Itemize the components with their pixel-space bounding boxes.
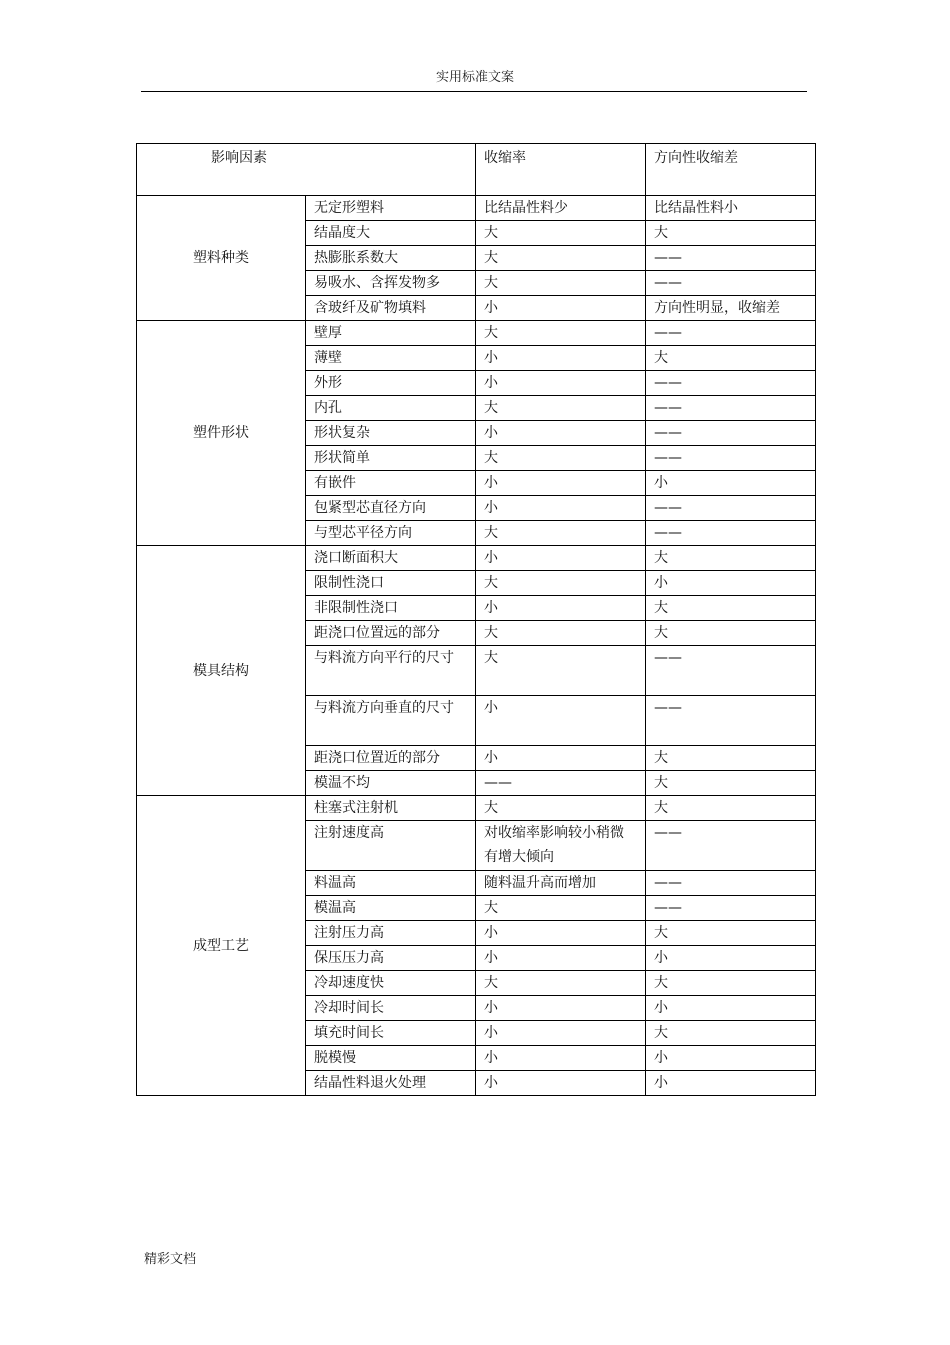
factor-cell: 与料流方向平行的尺寸 xyxy=(306,646,476,696)
factor-cell: 外形 xyxy=(306,371,476,396)
factor-cell: 冷却速度快 xyxy=(306,971,476,996)
header-cell-shrinkage: 收缩率 xyxy=(476,144,646,196)
direction-diff-cell: 方向性明显，收缩差 xyxy=(646,296,816,321)
table-header-row xyxy=(137,144,816,196)
direction-diff-cell: —— xyxy=(646,271,816,296)
shrinkage-cell: 小 xyxy=(476,346,646,371)
direction-diff-cell: —— xyxy=(646,646,816,696)
table-row xyxy=(137,196,816,221)
factor-cell: 热膨胀系数大 xyxy=(306,246,476,271)
factor-cell: 结晶性料退火处理 xyxy=(306,1071,476,1096)
direction-diff-cell: 小 xyxy=(646,471,816,496)
direction-diff-cell: 大 xyxy=(646,1021,816,1046)
factor-cell: 注射压力高 xyxy=(306,921,476,946)
direction-diff-cell: 小 xyxy=(646,946,816,971)
shrinkage-cell: 随料温升高而增加 xyxy=(476,871,646,896)
shrinkage-cell: 小 xyxy=(476,996,646,1021)
factor-cell: 形状复杂 xyxy=(306,421,476,446)
factor-cell: 含玻纤及矿物填料 xyxy=(306,296,476,321)
factor-cell: 料温高 xyxy=(306,871,476,896)
factor-cell: 非限制性浇口 xyxy=(306,596,476,621)
header-divider xyxy=(141,91,807,92)
shrinkage-cell: 大 xyxy=(476,521,646,546)
factor-cell: 与料流方向垂直的尺寸 xyxy=(306,696,476,746)
factor-cell: 模温不均 xyxy=(306,771,476,796)
factor-cell: 形状简单 xyxy=(306,446,476,471)
direction-diff-cell: —— xyxy=(646,246,816,271)
direction-diff-cell: 大 xyxy=(646,746,816,771)
direction-diff-cell: —— xyxy=(646,421,816,446)
shrinkage-cell: 大 xyxy=(476,271,646,296)
direction-diff-cell: 小 xyxy=(646,996,816,1021)
direction-diff-cell: 大 xyxy=(646,546,816,571)
factor-cell: 冷却时间长 xyxy=(306,996,476,1021)
shrinkage-cell: 对收缩率影响较小稍微有增大倾向 xyxy=(476,821,646,871)
direction-diff-cell: 大 xyxy=(646,346,816,371)
factor-cell: 薄壁 xyxy=(306,346,476,371)
factor-cell: 柱塞式注射机 xyxy=(306,796,476,821)
shrinkage-cell: 小 xyxy=(476,296,646,321)
direction-diff-cell: —— xyxy=(646,371,816,396)
direction-diff-cell: 大 xyxy=(646,771,816,796)
category-cell: 成型工艺 xyxy=(137,796,306,1096)
category-cell: 塑件形状 xyxy=(137,321,306,546)
shrinkage-cell: 小 xyxy=(476,946,646,971)
shrinkage-cell: —— xyxy=(476,771,646,796)
direction-diff-cell: —— xyxy=(646,496,816,521)
factor-cell: 易吸水、含挥发物多 xyxy=(306,271,476,296)
direction-diff-cell: 大 xyxy=(646,621,816,646)
shrinkage-cell: 小 xyxy=(476,421,646,446)
shrinkage-cell: 小 xyxy=(476,921,646,946)
table-row xyxy=(137,546,816,571)
table-row xyxy=(137,796,816,821)
shrinkage-cell: 大 xyxy=(476,571,646,596)
factor-cell: 无定形塑料 xyxy=(306,196,476,221)
shrinkage-cell: 大 xyxy=(476,246,646,271)
shrinkage-cell: 大 xyxy=(476,796,646,821)
shrinkage-cell: 小 xyxy=(476,746,646,771)
shrinkage-factors-table xyxy=(136,143,816,1096)
shrinkage-cell: 比结晶性料少 xyxy=(476,196,646,221)
category-cell: 模具结构 xyxy=(137,546,306,796)
shrinkage-cell: 小 xyxy=(476,696,646,746)
direction-diff-cell: 大 xyxy=(646,971,816,996)
direction-diff-cell: 大 xyxy=(646,921,816,946)
page-header-title: 实用标准文案 xyxy=(435,70,514,85)
shrinkage-cell: 小 xyxy=(476,471,646,496)
shrinkage-cell: 大 xyxy=(476,446,646,471)
direction-diff-cell: —— xyxy=(646,321,816,346)
factor-cell: 结晶度大 xyxy=(306,221,476,246)
factor-cell: 内孔 xyxy=(306,396,476,421)
factor-cell: 有嵌件 xyxy=(306,471,476,496)
shrinkage-cell: 小 xyxy=(476,1046,646,1071)
factor-cell: 脱模慢 xyxy=(306,1046,476,1071)
shrinkage-cell: 大 xyxy=(476,646,646,696)
shrinkage-cell: 大 xyxy=(476,621,646,646)
header-cell-direction-diff: 方向性收缩差 xyxy=(646,144,816,196)
shrinkage-cell: 大 xyxy=(476,321,646,346)
direction-diff-cell: 小 xyxy=(646,1046,816,1071)
shrinkage-cell: 小 xyxy=(476,1021,646,1046)
direction-diff-cell: —— xyxy=(646,396,816,421)
direction-diff-cell: 比结晶性料小 xyxy=(646,196,816,221)
factor-cell: 距浇口位置远的部分 xyxy=(306,621,476,646)
direction-diff-cell: —— xyxy=(646,696,816,746)
direction-diff-cell: —— xyxy=(646,446,816,471)
direction-diff-cell: —— xyxy=(646,521,816,546)
factor-cell: 模温高 xyxy=(306,896,476,921)
direction-diff-cell: 小 xyxy=(646,1071,816,1096)
shrinkage-cell: 小 xyxy=(476,496,646,521)
factor-cell: 注射速度高 xyxy=(306,821,476,871)
direction-diff-cell: —— xyxy=(646,871,816,896)
direction-diff-cell: 大 xyxy=(646,596,816,621)
category-cell: 塑料种类 xyxy=(137,196,306,321)
direction-diff-cell: 小 xyxy=(646,571,816,596)
factor-cell: 浇口断面积大 xyxy=(306,546,476,571)
factor-cell: 限制性浇口 xyxy=(306,571,476,596)
factor-cell: 壁厚 xyxy=(306,321,476,346)
factor-cell: 包紧型芯直径方向 xyxy=(306,496,476,521)
shrinkage-cell: 大 xyxy=(476,221,646,246)
shrinkage-cell: 小 xyxy=(476,371,646,396)
shrinkage-cell: 小 xyxy=(476,596,646,621)
shrinkage-cell: 小 xyxy=(476,546,646,571)
factor-cell: 填充时间长 xyxy=(306,1021,476,1046)
shrinkage-cell: 大 xyxy=(476,396,646,421)
shrinkage-cell: 大 xyxy=(476,896,646,921)
factor-cell: 保压压力高 xyxy=(306,946,476,971)
page-footer-text: 精彩文档 xyxy=(144,1252,197,1267)
factor-cell: 距浇口位置近的部分 xyxy=(306,746,476,771)
header-cell-factor: 影响因素 xyxy=(137,144,476,196)
shrinkage-cell: 大 xyxy=(476,971,646,996)
direction-diff-cell: 大 xyxy=(646,796,816,821)
factor-cell: 与型芯平径方向 xyxy=(306,521,476,546)
direction-diff-cell: —— xyxy=(646,821,816,871)
direction-diff-cell: 大 xyxy=(646,221,816,246)
table-row xyxy=(137,321,816,346)
direction-diff-cell: —— xyxy=(646,896,816,921)
shrinkage-cell: 小 xyxy=(476,1071,646,1096)
